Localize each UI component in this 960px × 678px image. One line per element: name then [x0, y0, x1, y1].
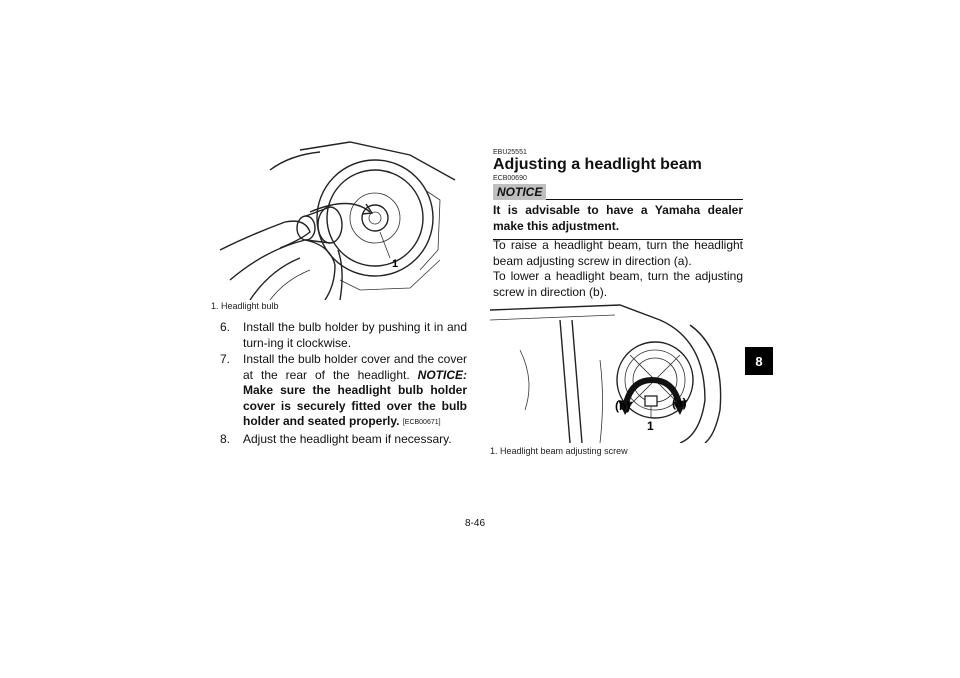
direction-a-label: (a)	[672, 396, 687, 410]
chapter-tab: 8	[745, 347, 773, 375]
page-number: 8-46	[465, 518, 486, 529]
figure-left-caption: 1. Headlight bulb	[211, 301, 279, 311]
step-text: Install the bulb holder by pushing it in and turn-ing it clockwise.	[243, 320, 467, 350]
adjustment-instructions	[493, 238, 743, 300]
step-number: 8.	[220, 431, 231, 446]
headlight-bulb-drawing	[210, 140, 460, 300]
inline-notice-text: Make sure the headlight bulb holder cover is securely fitted over the bulb holder and seated properly.	[243, 383, 467, 428]
notice-badge: NOTICE	[493, 184, 546, 200]
notice-rule	[546, 199, 743, 200]
step-6	[220, 320, 467, 351]
section-heading: Adjusting a headlight beam	[493, 156, 702, 173]
installation-steps	[220, 320, 467, 448]
notice-header	[493, 183, 743, 200]
inline-notice-label: NOTICE:	[417, 367, 467, 382]
step-text: Adjust the headlight beam if necessary.	[243, 431, 452, 446]
step-number: 6.	[220, 320, 231, 334]
step-8	[220, 432, 467, 448]
figure-right-caption: 1. Headlight beam adjusting screw	[490, 446, 628, 456]
figure-right-callout: 1	[647, 419, 654, 433]
headlight-beam-illustration	[490, 300, 750, 443]
headlight-beam-drawing	[490, 300, 750, 443]
notice-code: [ECB00671]	[402, 419, 441, 426]
step-7	[220, 352, 467, 431]
paragraph-lower: To lower a headlight beam, turn the adjusting screw in direction (b).	[493, 269, 743, 299]
step-number: 7.	[220, 352, 231, 366]
paragraph-raise: To raise a headlight beam, turn the headlight beam adjusting screw in direction (a).	[493, 238, 743, 268]
section-code: EBU25551	[493, 149, 527, 156]
step-text	[243, 352, 467, 431]
headlight-bulb-illustration	[210, 140, 460, 300]
figure-left-callout: 1	[392, 258, 399, 270]
notice-text: It is advisable to have a Yamaha dealer make this adjustment.	[493, 203, 743, 233]
direction-b-label: (b)	[615, 399, 631, 413]
step-text-main: Install the bulb holder cover and the cover at the rear of the headlight.	[243, 352, 467, 382]
notice-box	[493, 183, 743, 240]
notice-code: ECB00690	[493, 175, 527, 182]
